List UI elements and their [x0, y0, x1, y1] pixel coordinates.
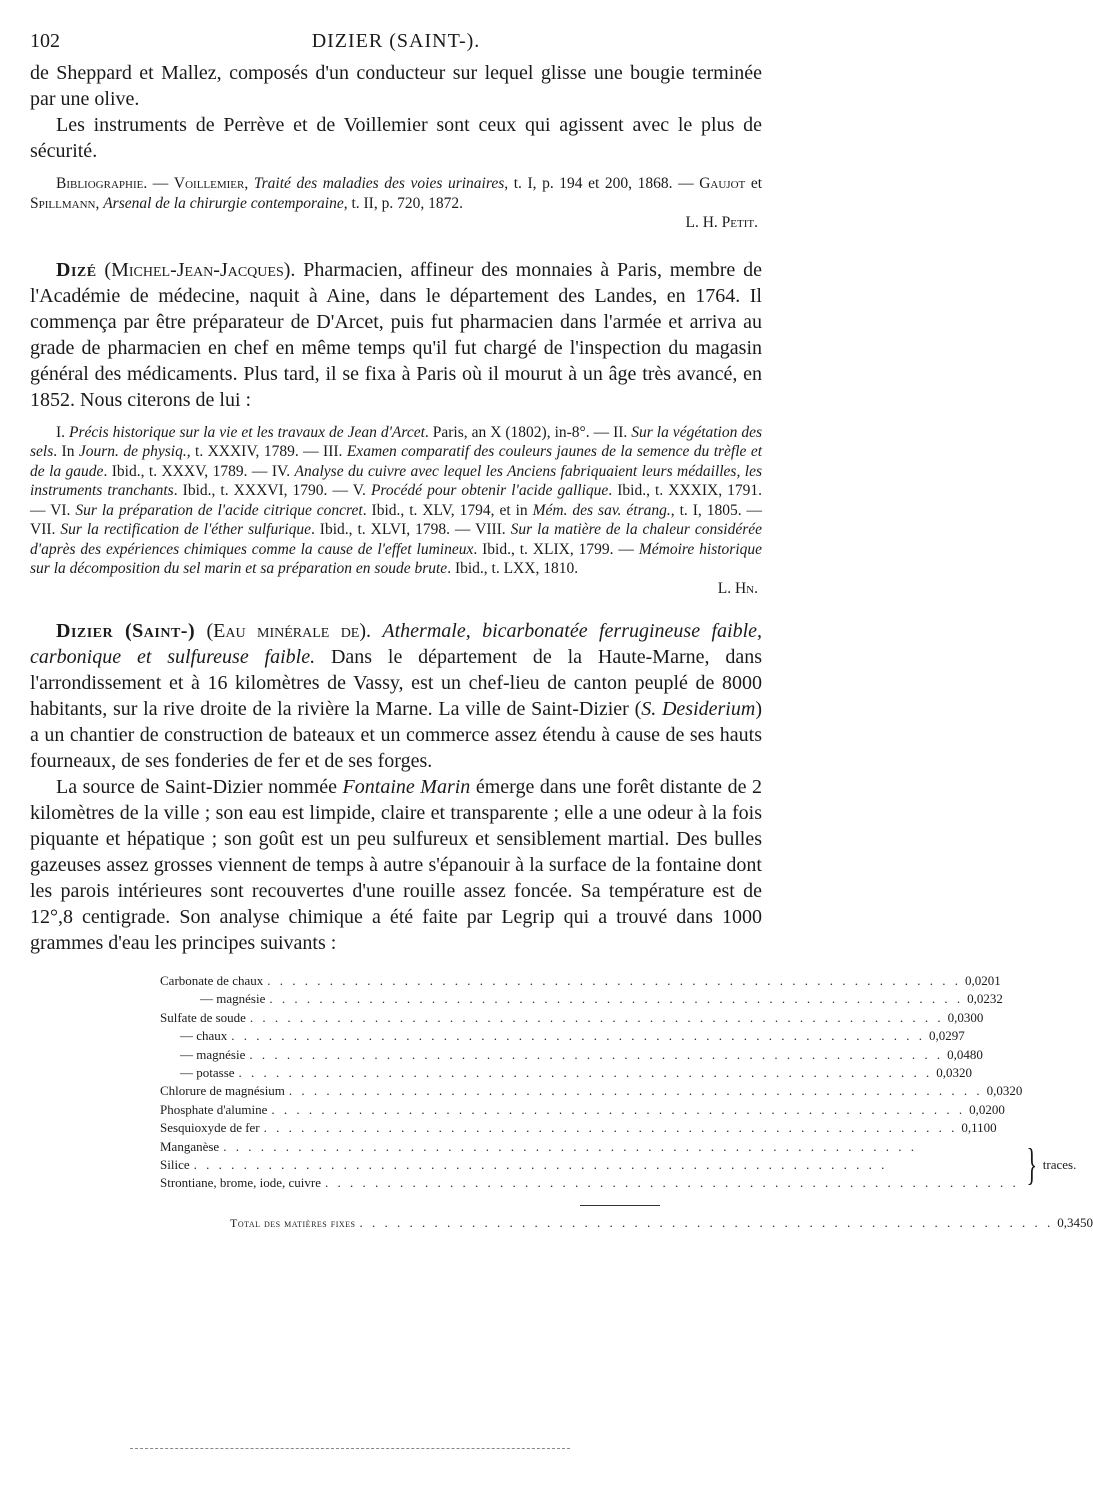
bibliography-label: Bibliographie. — [56, 175, 148, 192]
title-traite: Traité des maladies des voies urinaires — [253, 175, 505, 192]
total-value: 0,3450 — [1057, 1214, 1093, 1230]
table-row: Sesquioxyde de fer . . . 0,1100 — [160, 1119, 660, 1137]
traces-value: traces. — [1042, 1157, 1077, 1173]
signature-hn: L. Hn. — [717, 579, 758, 597]
entry-subhead-dizier: (Eau minérale de). — [206, 620, 372, 642]
author-spillmann: Spillmann — [30, 194, 96, 212]
page-number: 102 — [30, 30, 60, 52]
analysis-table — [160, 972, 1093, 1232]
total-row — [230, 1214, 1093, 1232]
bibliography: Bibliographie. — Voillemier, Traité des maladies des voies urinaires, t. I, p. 194 et 200, 1868. — Gaujot et Spillmann, Arsenal de la chirurgie contemporaine, t. II, p. 720, 1872. — [30, 175, 763, 212]
source-name: Fontaine Marin — [342, 776, 471, 798]
table-row: Phosphate d'alumine . . . 0,0200 — [160, 1101, 660, 1119]
table-row: — chaux . . . 0,0297 — [160, 1027, 660, 1045]
running-header — [30, 30, 762, 60]
table-row: Silice . . . — [160, 1156, 1023, 1174]
author-voillemier: Voillemier — [173, 175, 245, 192]
works-list: I. Précis historique sur la vie et les travaux de Jean d'Arcet. Paris, an X (1802), in-8°. — II. Sur la végétation des sels. In Journ. de physiq., t. XXXIV, 1789. — III. Examen comparatif des couleurs jaunes de la semence du trèfle et de la gaude. Ibid., t. XXXV, 1789. — IV. Analyse du cuivre avec lequel les Anciens fabriquaient leurs médailles, les instruments tranchants. Ibid., t. XXXVI, 1790. — V. Procédé pour obtenir l'acide gallique. Ibid., t. XXXIX, 1791. — VI. Sur la préparation de l'acide citrique concret. Ibid., t. XLV, 1794, et in Mém. des sav. étrang., t. I, 1805. — VII. Sur la rectification de l'éther sulfurique. Ibid., t. XLVI, 1798. — VIII. Sur la matière de la chaleur considérée d'après des expériences chimiques comme la cause de l'effet lumineux. Ibid., t. XLIX, 1799. — Mémoire historique sur la décomposition du sel marin et sa préparation en soude brute. Ibid., t. LXX, 1810. — [30, 423, 763, 577]
water-qualification: Athermale, bicarbonatée ferrugineuse faible, carbonique et sulfureuse faible. — [30, 620, 763, 668]
table-row: — potasse . . . 0,0320 — [160, 1064, 660, 1082]
table-row: Carbonate de chaux . . . 0,0201 — [160, 972, 660, 990]
traces-group — [160, 1138, 1077, 1193]
paragraph-instruments: Les instruments de Perrève et de Voillemier sont ceux qui agissent avec le plus de sécurité. — [30, 114, 762, 162]
total-rule — [580, 1205, 660, 1212]
table-row: Manganèse . . . — [160, 1138, 1023, 1156]
table-row: Chlorure de magnésium . . . 0,0320 — [160, 1082, 660, 1100]
brace-icon: } — [1026, 1140, 1037, 1190]
total-label: Total des matières fixes — [230, 1215, 356, 1230]
entry-dize: Dizé (Michel-Jean-Jacques). Pharmacien, affineur des monnaies à Paris, membre de l'Académie de médecine, naquit à Aine, dans le département des Landes, en 1764. Il commença par être préparateur de D'Arcet, puis fut pharmacien dans l'armée et arriva au grade de pharmacien en chef en même temps qu'il fut chargé de l'inspection du magasin général des médicaments. Plus tard, il se fixa à Paris où il mourut à un âge très avancé, en 1852. Nous citerons de lui : — [30, 258, 763, 411]
paragraph-sondes-end: de Sheppard et Mallez, composés d'un conducteur sur lequel glisse une bougie terminée par une olive. — [30, 62, 762, 110]
table-row: — magnésie . . . 0,0232 — [160, 990, 660, 1008]
entry-head-dize: Dizé — [56, 258, 97, 281]
author-gaujot: Gaujot — [699, 175, 746, 192]
page — [30, 30, 1093, 1232]
table-row: Sulfate de soude . . . 0,0300 — [160, 1009, 660, 1027]
title-arsenal: Arsenal de la chirurgie contemporaine — [103, 194, 344, 212]
entry-name-dize: (Michel-Jean-Jacques). — [104, 258, 296, 281]
paragraph-source: La source de Saint-Dizier nommée Fontaine Marin émerge dans une forêt distante de 2 kilomètres de la ville ; son eau est limpide, claire et transparente ; elle a une odeur à la fois piquante et hépatique ; son goût est un peu sulfureux et sensiblement martial. Des bulles gazeuses assez grosses viennent de temps à autre s'épanouir à la surface de la fontaine dont les parois intérieures sont recouvertes d'une rouille assez foncée. Sa température est de 12°,8 centigrade. Son analyse chimique a été faite par Legrip qui a trouvé dans 1000 grammes d'eau les principes suivants : — [30, 776, 763, 954]
footer-rule — [130, 1448, 570, 1450]
running-title: DIZIER (SAINT-). — [311, 30, 481, 52]
signature-petit: L. H. Petit. — [685, 214, 758, 231]
table-row: Strontiane, brome, iode, cuivre . . . — [160, 1174, 1023, 1192]
latin-name: S. Desiderium — [641, 698, 756, 720]
entry-dizier: Dizier (Saint-) (Eau minérale de). Athermale, bicarbonatée ferrugineuse faible, carbonique et sulfureuse faible. Dans le département de la Haute-Marne, dans l'arrondissement et à 16 kilomètres de Vassy, est un chef-lieu de canton peuplé de 8000 habitants, sur la rive droite de la rivière la Marne. La ville de Saint-Dizier (S. Desiderium) a un chantier de construction de bateaux et un commerce assez étendu à cause de ses hauts fourneaux, de ses fonderies de fer et de ses forges. — [30, 620, 763, 772]
table-row: — magnésie . . . 0,0480 — [160, 1046, 660, 1064]
entry-head-dizier: Dizier (Saint-) — [56, 620, 196, 642]
